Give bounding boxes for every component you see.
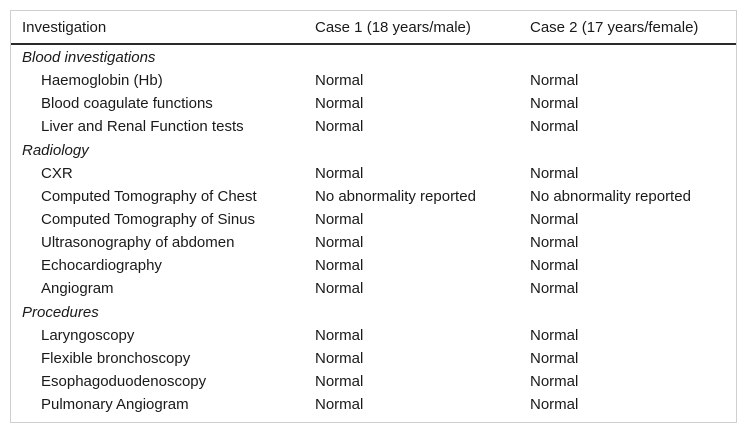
case-1-cell: Normal	[315, 165, 364, 182]
case-1-cell: Normal	[315, 280, 364, 297]
table-row	[11, 324, 736, 347]
case-2-cell: Normal	[530, 118, 579, 135]
investigation-cell: Flexible bronchoscopy	[41, 350, 191, 367]
investigation-cell: Esophagoduodenoscopy	[41, 373, 207, 390]
table-row	[11, 370, 736, 393]
case-2-cell: Normal	[530, 257, 579, 274]
table-row	[11, 254, 736, 277]
investigations-table-container	[10, 10, 737, 423]
section-row-procedures	[11, 300, 736, 324]
investigation-cell: Echocardiography	[41, 257, 162, 274]
investigations-table	[11, 11, 736, 416]
case-2-cell: Normal	[530, 234, 579, 251]
table-header	[11, 11, 736, 44]
investigation-cell: Ultrasonography of abdomen	[41, 234, 235, 251]
case-1-cell: Normal	[315, 327, 364, 344]
header-case-1: Case 1 (18 years/male)	[305, 11, 520, 44]
section-row-blood	[11, 44, 736, 69]
table-row	[11, 69, 736, 92]
investigation-cell: Computed Tomography of Sinus	[41, 211, 256, 228]
investigation-cell: Haemoglobin (Hb)	[41, 72, 163, 89]
case-2-cell: Normal	[530, 165, 579, 182]
table-row	[11, 347, 736, 370]
investigation-cell: Laryngoscopy	[41, 327, 135, 344]
investigation-cell: Computed Tomography of Chest	[41, 188, 257, 205]
case-1-cell: Normal	[315, 211, 364, 228]
header-row	[11, 11, 736, 44]
case-2-cell: Normal	[530, 280, 579, 297]
case-2-cell: Normal	[530, 72, 579, 89]
investigation-cell: Pulmonary Angiogram	[41, 396, 189, 413]
case-1-cell: Normal	[315, 95, 364, 112]
header-case-2: Case 2 (17 years/female)	[520, 11, 736, 44]
case-1-cell: Normal	[315, 72, 364, 89]
case-2-cell: Normal	[530, 396, 579, 413]
section-title: Blood investigations	[22, 48, 156, 66]
section-title: Radiology	[22, 141, 89, 159]
table-row	[11, 393, 736, 416]
case-1-cell: Normal	[315, 350, 364, 367]
table-row	[11, 162, 736, 185]
case-1-cell: Normal	[315, 257, 364, 274]
case-2-cell: Normal	[530, 95, 579, 112]
table-body	[11, 44, 736, 416]
case-2-cell: Normal	[530, 211, 579, 228]
case-1-cell: Normal	[315, 234, 364, 251]
case-2-cell: Normal	[530, 327, 579, 344]
investigation-cell: Angiogram	[41, 280, 114, 297]
case-1-cell: Normal	[315, 118, 364, 135]
investigation-cell: Liver and Renal Function tests	[41, 118, 244, 135]
header-investigation: Investigation	[11, 11, 305, 44]
investigation-cell: CXR	[41, 165, 73, 182]
table-row	[11, 231, 736, 254]
section-row-radiology	[11, 138, 736, 162]
table-row	[11, 277, 736, 300]
table-row	[11, 115, 736, 138]
table-row	[11, 185, 736, 208]
case-1-cell: No abnormality reported	[315, 188, 476, 205]
section-title: Procedures	[22, 303, 99, 321]
case-2-cell: No abnormality reported	[530, 188, 691, 205]
investigation-cell: Blood coagulate functions	[41, 95, 213, 112]
case-1-cell: Normal	[315, 373, 364, 390]
table-row	[11, 208, 736, 231]
table-row	[11, 92, 736, 115]
case-2-cell: Normal	[530, 373, 579, 390]
case-2-cell: Normal	[530, 350, 579, 367]
case-1-cell: Normal	[315, 396, 364, 413]
